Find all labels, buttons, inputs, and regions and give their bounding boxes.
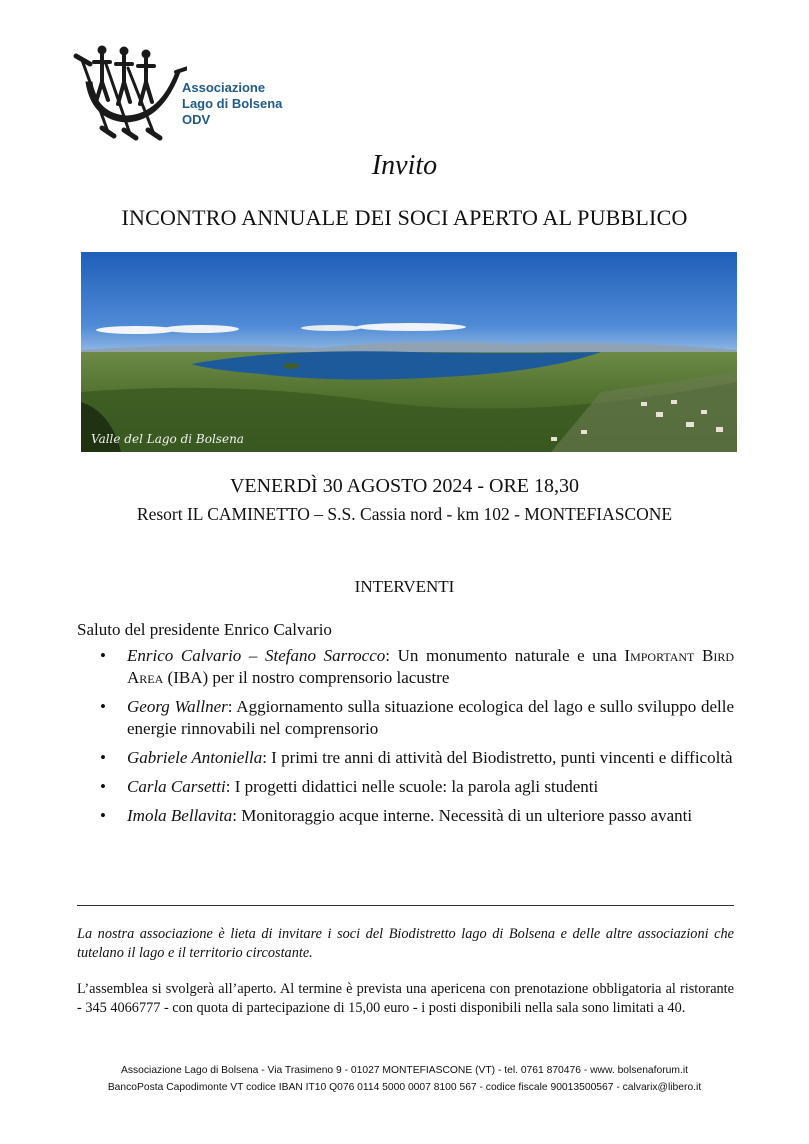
dinner-note: L’assemblea si svolgerà all’aperto. Al termine è prevista una apericena con prenotazione obbligatoria al ristorante - 345 4066777 - con quota di partecipazione di 15,00 euro - i posti disponibili nella sala sono limitati a 40. <box>77 981 734 1016</box>
bullet-icon: • <box>100 697 106 716</box>
org-logo <box>72 42 292 142</box>
page-title: Invito <box>371 150 438 181</box>
list-item <box>100 776 734 798</box>
list-item <box>100 696 734 740</box>
footer-address: Associazione Lago di Bolsena - Via Trasimeno 9 - 01027 MONTEFIASCONE (VT) - tel. 0761 870476 - www. bolsenaforum.it <box>121 1065 688 1076</box>
list-item <box>100 645 734 689</box>
invite-note: La nostra associazione è lieta di invitare i soci del Biodistretto lago di Bolsena e delle altre associazioni che tutelano il lago e il territorio circostante. <box>77 926 734 961</box>
page-subtitle: INCONTRO ANNUALE DEI SOCI APERTO AL PUBBLICO <box>121 205 688 230</box>
bullet-icon: • <box>100 646 106 665</box>
bullet-icon: • <box>100 748 106 767</box>
talks-list <box>100 645 734 834</box>
talk-text-smallcaps: Important Bird Area <box>127 646 734 687</box>
talk-text: (IBA) per il nostro comprensorio lacustre <box>163 668 450 687</box>
bullet-icon: • <box>100 806 106 825</box>
talk-text: : Monitoraggio acque interne. Necessità di un ulteriore passo avanti <box>232 806 693 825</box>
talk-text: : Un monumento naturale e una <box>385 646 625 665</box>
footer <box>0 1062 809 1096</box>
talk-speaker: Carla Carsetti <box>127 777 226 796</box>
org-name-line2: Lago di Bolsena <box>182 96 283 111</box>
boat-rowers-logo-icon <box>72 42 187 142</box>
lake-landscape-image <box>81 252 737 452</box>
talk-text: : I progetti didattici nelle scuole: la parola agli studenti <box>225 777 599 796</box>
interventi-heading: INTERVENTI <box>354 577 455 596</box>
event-date: VENERDÌ 30 AGOSTO 2024 - ORE 18,30 <box>229 475 580 497</box>
bullet-icon: • <box>100 777 106 796</box>
talk-text: : Aggiornamento sulla situazione ecologica del lago e sullo sviluppo delle energie rinnovabili nel comprensorio <box>127 697 735 738</box>
org-name-line3: ODV <box>182 112 211 127</box>
talk-speaker: Gabriele Antoniella <box>127 748 263 767</box>
talk-speaker: Enrico Calvario – Stefano Sarrocco <box>127 646 386 665</box>
divider <box>77 905 734 906</box>
event-venue: Resort IL CAMINETTO – S.S. Cassia nord - km 102 - MONTEFIASCONE <box>136 504 673 524</box>
list-item <box>100 805 734 827</box>
photo-caption: Valle del Lago di Bolsena <box>91 432 244 446</box>
talk-speaker: Georg Wallner <box>127 697 228 716</box>
talk-speaker: Imola Bellavita <box>127 806 233 825</box>
president-greeting: Saluto del presidente Enrico Calvario <box>77 620 332 639</box>
footer-bank-info: BancoPosta Capodimonte VT codice IBAN IT10 Q076 0114 5000 0007 8100 567 - codice fiscale 90013500567 - calvarix@libero.it <box>107 1082 702 1093</box>
list-item <box>100 747 734 769</box>
org-name-line1: Associazione <box>182 80 266 95</box>
lake-panorama-photo <box>81 252 737 452</box>
talk-text: : I primi tre anni di attività del Biodistretto, punti vincenti e difficoltà <box>262 748 733 767</box>
